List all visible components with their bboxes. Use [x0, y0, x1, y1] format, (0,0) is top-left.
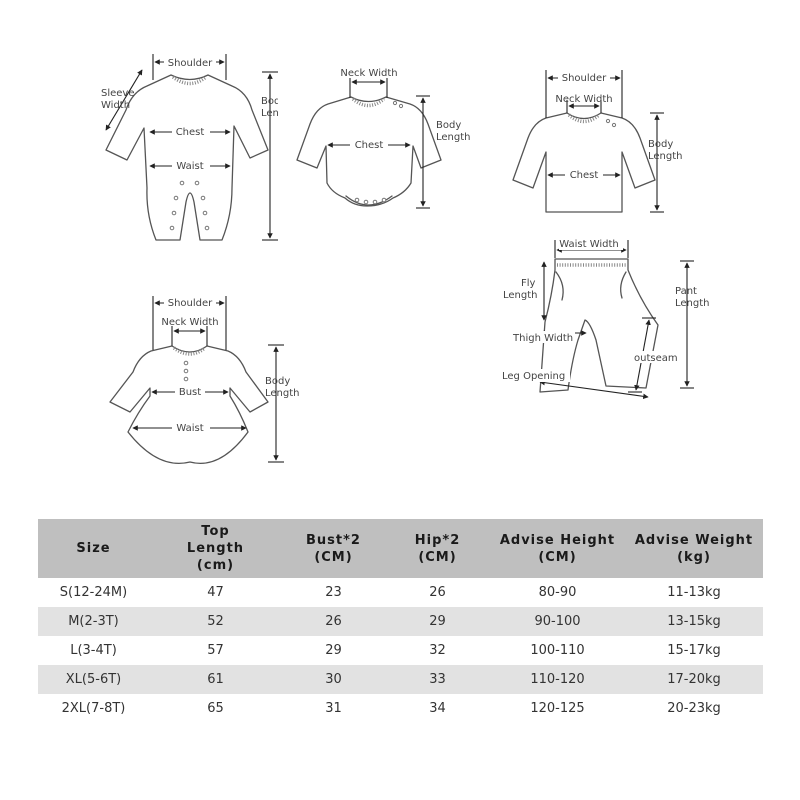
dress-neck-label: Neck Width [161, 317, 219, 328]
cell-height: 80-90 [490, 578, 625, 607]
cell-top-length: 52 [149, 607, 282, 636]
size-chart-table [38, 519, 763, 723]
pants-thigh-label: Thigh Width [513, 333, 574, 344]
romper-waist-label: Waist [176, 161, 204, 172]
cell-size: M(2-3T) [38, 607, 149, 636]
pants-fly-label: Fly [521, 278, 536, 289]
cell-bust: 26 [282, 607, 385, 636]
dress-diagram [110, 296, 300, 463]
cell-bust: 29 [282, 636, 385, 665]
table-header-row [38, 519, 763, 578]
cell-height: 100-110 [490, 636, 625, 665]
table-row [38, 636, 763, 665]
romper-diagram [101, 54, 296, 240]
table-row [38, 607, 763, 636]
cell-size: S(12-24M) [38, 578, 149, 607]
table-row [38, 578, 763, 607]
cell-bust: 30 [282, 665, 385, 694]
cell-hip: 34 [385, 694, 490, 723]
cell-hip: 26 [385, 578, 490, 607]
cell-hip: 33 [385, 665, 490, 694]
romper-shoulder-label: Shoulder [167, 58, 213, 69]
pants-pant-length-label: Pant [675, 286, 697, 297]
svg-text:Length: Length [675, 298, 710, 309]
pants-leg-opening-label: Leg Opening [502, 371, 566, 382]
pants-diagram [500, 238, 710, 397]
cell-weight: 20-23kg [625, 694, 763, 723]
cell-height: 120-125 [490, 694, 625, 723]
header-hip: Hip*2 (CM) [385, 519, 490, 578]
top-diagram [513, 70, 683, 212]
svg-text:Width: Width [101, 100, 131, 111]
cell-weight: 17-20kg [625, 665, 763, 694]
header-size: Size [38, 519, 149, 578]
bodysuit-body-length-label: Body [436, 120, 462, 131]
cell-hip: 29 [385, 607, 490, 636]
cell-top-length: 65 [149, 694, 282, 723]
table-row [38, 665, 763, 694]
bodysuit-neck-label: Neck Width [340, 68, 398, 79]
romper-body-length-label: Body [261, 96, 287, 107]
top-body-length-label: Body [648, 139, 674, 150]
header-advise-weight: Advise Weight (kg) [625, 519, 763, 578]
top-neck-label: Neck Width [555, 94, 613, 105]
bodysuit-chest-label: Chest [354, 140, 384, 151]
dress-bust-label: Bust [178, 387, 202, 398]
cell-height: 90-100 [490, 607, 625, 636]
svg-text:Length: Length [261, 108, 296, 119]
bodysuit-diagram [297, 68, 471, 208]
romper-sleeve-label: Sleeve [101, 88, 135, 99]
header-advise-height: Advise Height (CM) [490, 519, 625, 578]
pants-waist-label: Waist Width [559, 239, 619, 250]
cell-size: 2XL(7-8T) [38, 694, 149, 723]
header-top-length: Top Length (cm) [149, 519, 282, 578]
cell-top-length: 61 [149, 665, 282, 694]
cell-bust: 31 [282, 694, 385, 723]
top-chest-label: Chest [569, 170, 599, 181]
cell-height: 110-120 [490, 665, 625, 694]
romper-chest-label: Chest [175, 127, 205, 138]
header-bust: Bust*2 (CM) [282, 519, 385, 578]
table-row [38, 694, 763, 723]
cell-size: XL(5-6T) [38, 665, 149, 694]
pants-outseam-label: outseam [634, 353, 678, 364]
top-shoulder-label: Shoulder [561, 73, 607, 84]
dress-body-length-label: Body [265, 376, 291, 387]
svg-text:Length: Length [265, 388, 300, 399]
svg-text:Length: Length [436, 132, 471, 143]
cell-size: L(3-4T) [38, 636, 149, 665]
cell-bust: 23 [282, 578, 385, 607]
cell-top-length: 57 [149, 636, 282, 665]
cell-weight: 11-13kg [625, 578, 763, 607]
dress-waist-label: Waist [176, 423, 204, 434]
svg-text:Length: Length [503, 290, 538, 301]
cell-top-length: 47 [149, 578, 282, 607]
dress-shoulder-label: Shoulder [167, 298, 213, 309]
cell-hip: 32 [385, 636, 490, 665]
svg-text:Length: Length [648, 151, 683, 162]
cell-weight: 15-17kg [625, 636, 763, 665]
cell-weight: 13-15kg [625, 607, 763, 636]
